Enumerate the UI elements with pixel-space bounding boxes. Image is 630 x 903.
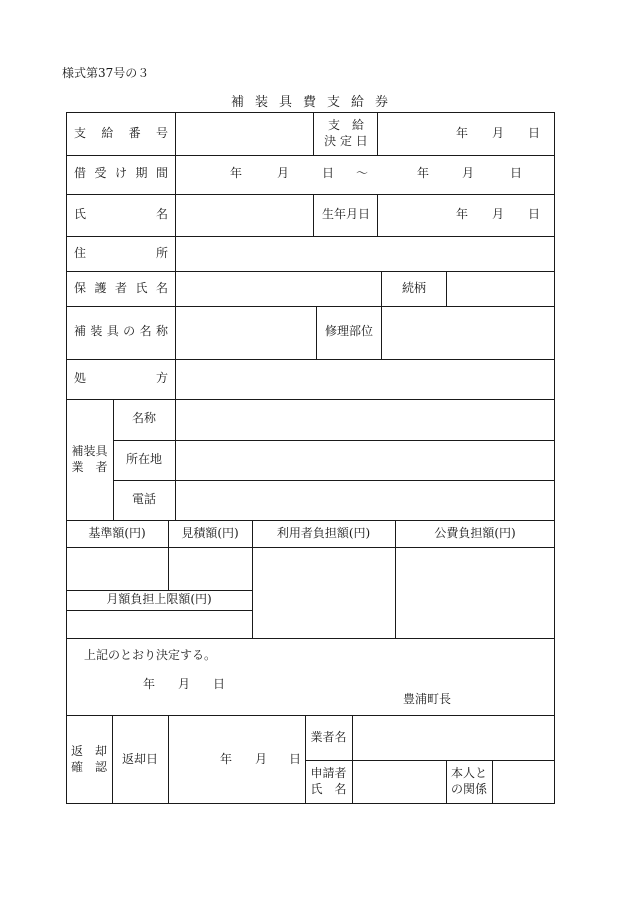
row-divider [66, 638, 555, 639]
row-divider [66, 155, 555, 156]
date-end-day: 日 [510, 166, 523, 181]
label-gyosha-mei: 業者名 [310, 730, 347, 745]
col-divider [381, 271, 382, 306]
form-number: 様式第37号の３ [62, 66, 150, 80]
decision-signer: 豊浦町長 [403, 692, 452, 707]
col-divider [352, 715, 353, 804]
col-divider [446, 271, 447, 306]
col-divider [377, 112, 378, 155]
label-honnin-kankei: 本人と の関係 [450, 766, 487, 796]
row-divider [66, 359, 555, 360]
col-divider [175, 112, 176, 399]
col-divider [175, 399, 176, 520]
row-divider [66, 194, 555, 195]
col-divider [168, 715, 169, 804]
label-meisho: 名称 [131, 411, 156, 426]
row-divider [66, 306, 555, 307]
label-denwa: 電話 [131, 492, 156, 507]
label-shoho: 処 方 [74, 371, 168, 386]
decision-date-day: 日 [213, 677, 226, 692]
label-seinengappi: 生年月日 [321, 207, 370, 222]
col-divider [377, 194, 378, 236]
label-getsugaku-jogen: 月額負担上限額(円) [106, 592, 212, 607]
date-birth-day: 日 [528, 207, 541, 222]
row-divider [113, 480, 555, 481]
decision-date-month: 月 [178, 677, 191, 692]
label-riyosha-futangaku: 利用者負担額(円) [276, 526, 371, 541]
date-birth-month: 月 [492, 207, 505, 222]
date-start-month: 月 [277, 166, 290, 181]
row-divider [66, 520, 555, 521]
row-divider [66, 399, 555, 400]
date-end-month: 月 [462, 166, 475, 181]
decision-date-year: 年 [143, 677, 156, 692]
label-kijungaku: 基準額(円) [88, 526, 146, 541]
col-divider [313, 194, 314, 236]
row-divider [66, 715, 555, 716]
date-start-year: 年 [230, 166, 243, 181]
label-shuri-bui: 修理部位 [324, 324, 373, 339]
row-divider [66, 271, 555, 272]
label-shimei: 氏 名 [74, 207, 168, 222]
label-jusho: 住 所 [74, 246, 168, 261]
document-title: 補装具費支給券 [230, 95, 399, 110]
label-kohi-futangaku: 公費負担額(円) [434, 526, 516, 541]
label-zokugara: 続柄 [401, 281, 426, 296]
label-shikyu-kettei-bi: 支 給 決 定 日 [324, 118, 368, 148]
label-henkyaku-bi: 返却日 [121, 752, 158, 767]
label-shakuuke-kikan: 借 受 け 期 間 [74, 166, 168, 181]
date-end-year: 年 [417, 166, 430, 181]
label-shinseisha-shimei: 申請者 氏 名 [310, 766, 347, 796]
date-birth-year: 年 [456, 207, 469, 222]
period-tilde: ～ [356, 166, 369, 181]
date-kettei-month: 月 [492, 126, 505, 141]
date-henkyaku-month: 月 [255, 752, 268, 767]
col-divider [316, 306, 317, 359]
row-divider [113, 440, 555, 441]
label-hosogu-meisho: 補 装 具 の 名 称 [74, 324, 168, 339]
date-kettei-year: 年 [456, 126, 469, 141]
label-shikyu-bango: 支 給 番 号 [74, 126, 168, 141]
label-henkyaku-kakunin: 返 却 確 認 [70, 744, 107, 774]
col-divider [381, 306, 382, 359]
row-divider [66, 610, 252, 611]
row-divider [66, 236, 555, 237]
row-divider [305, 760, 555, 761]
row-divider [66, 547, 555, 548]
date-kettei-day: 日 [528, 126, 541, 141]
label-shozaichi: 所在地 [125, 452, 162, 467]
date-start-day: 日 [322, 166, 335, 181]
label-hogosha-shimei: 保 護 者 氏 名 [74, 281, 168, 296]
label-mitsumorigaku: 見積額(円) [181, 526, 239, 541]
date-henkyaku-year: 年 [220, 752, 233, 767]
label-gyosha: 補装具 業 者 [71, 444, 108, 474]
col-divider [492, 760, 493, 804]
date-henkyaku-day: 日 [289, 752, 302, 767]
col-divider [313, 112, 314, 155]
decision-text: 上記のとおり決定する。 [84, 648, 217, 663]
